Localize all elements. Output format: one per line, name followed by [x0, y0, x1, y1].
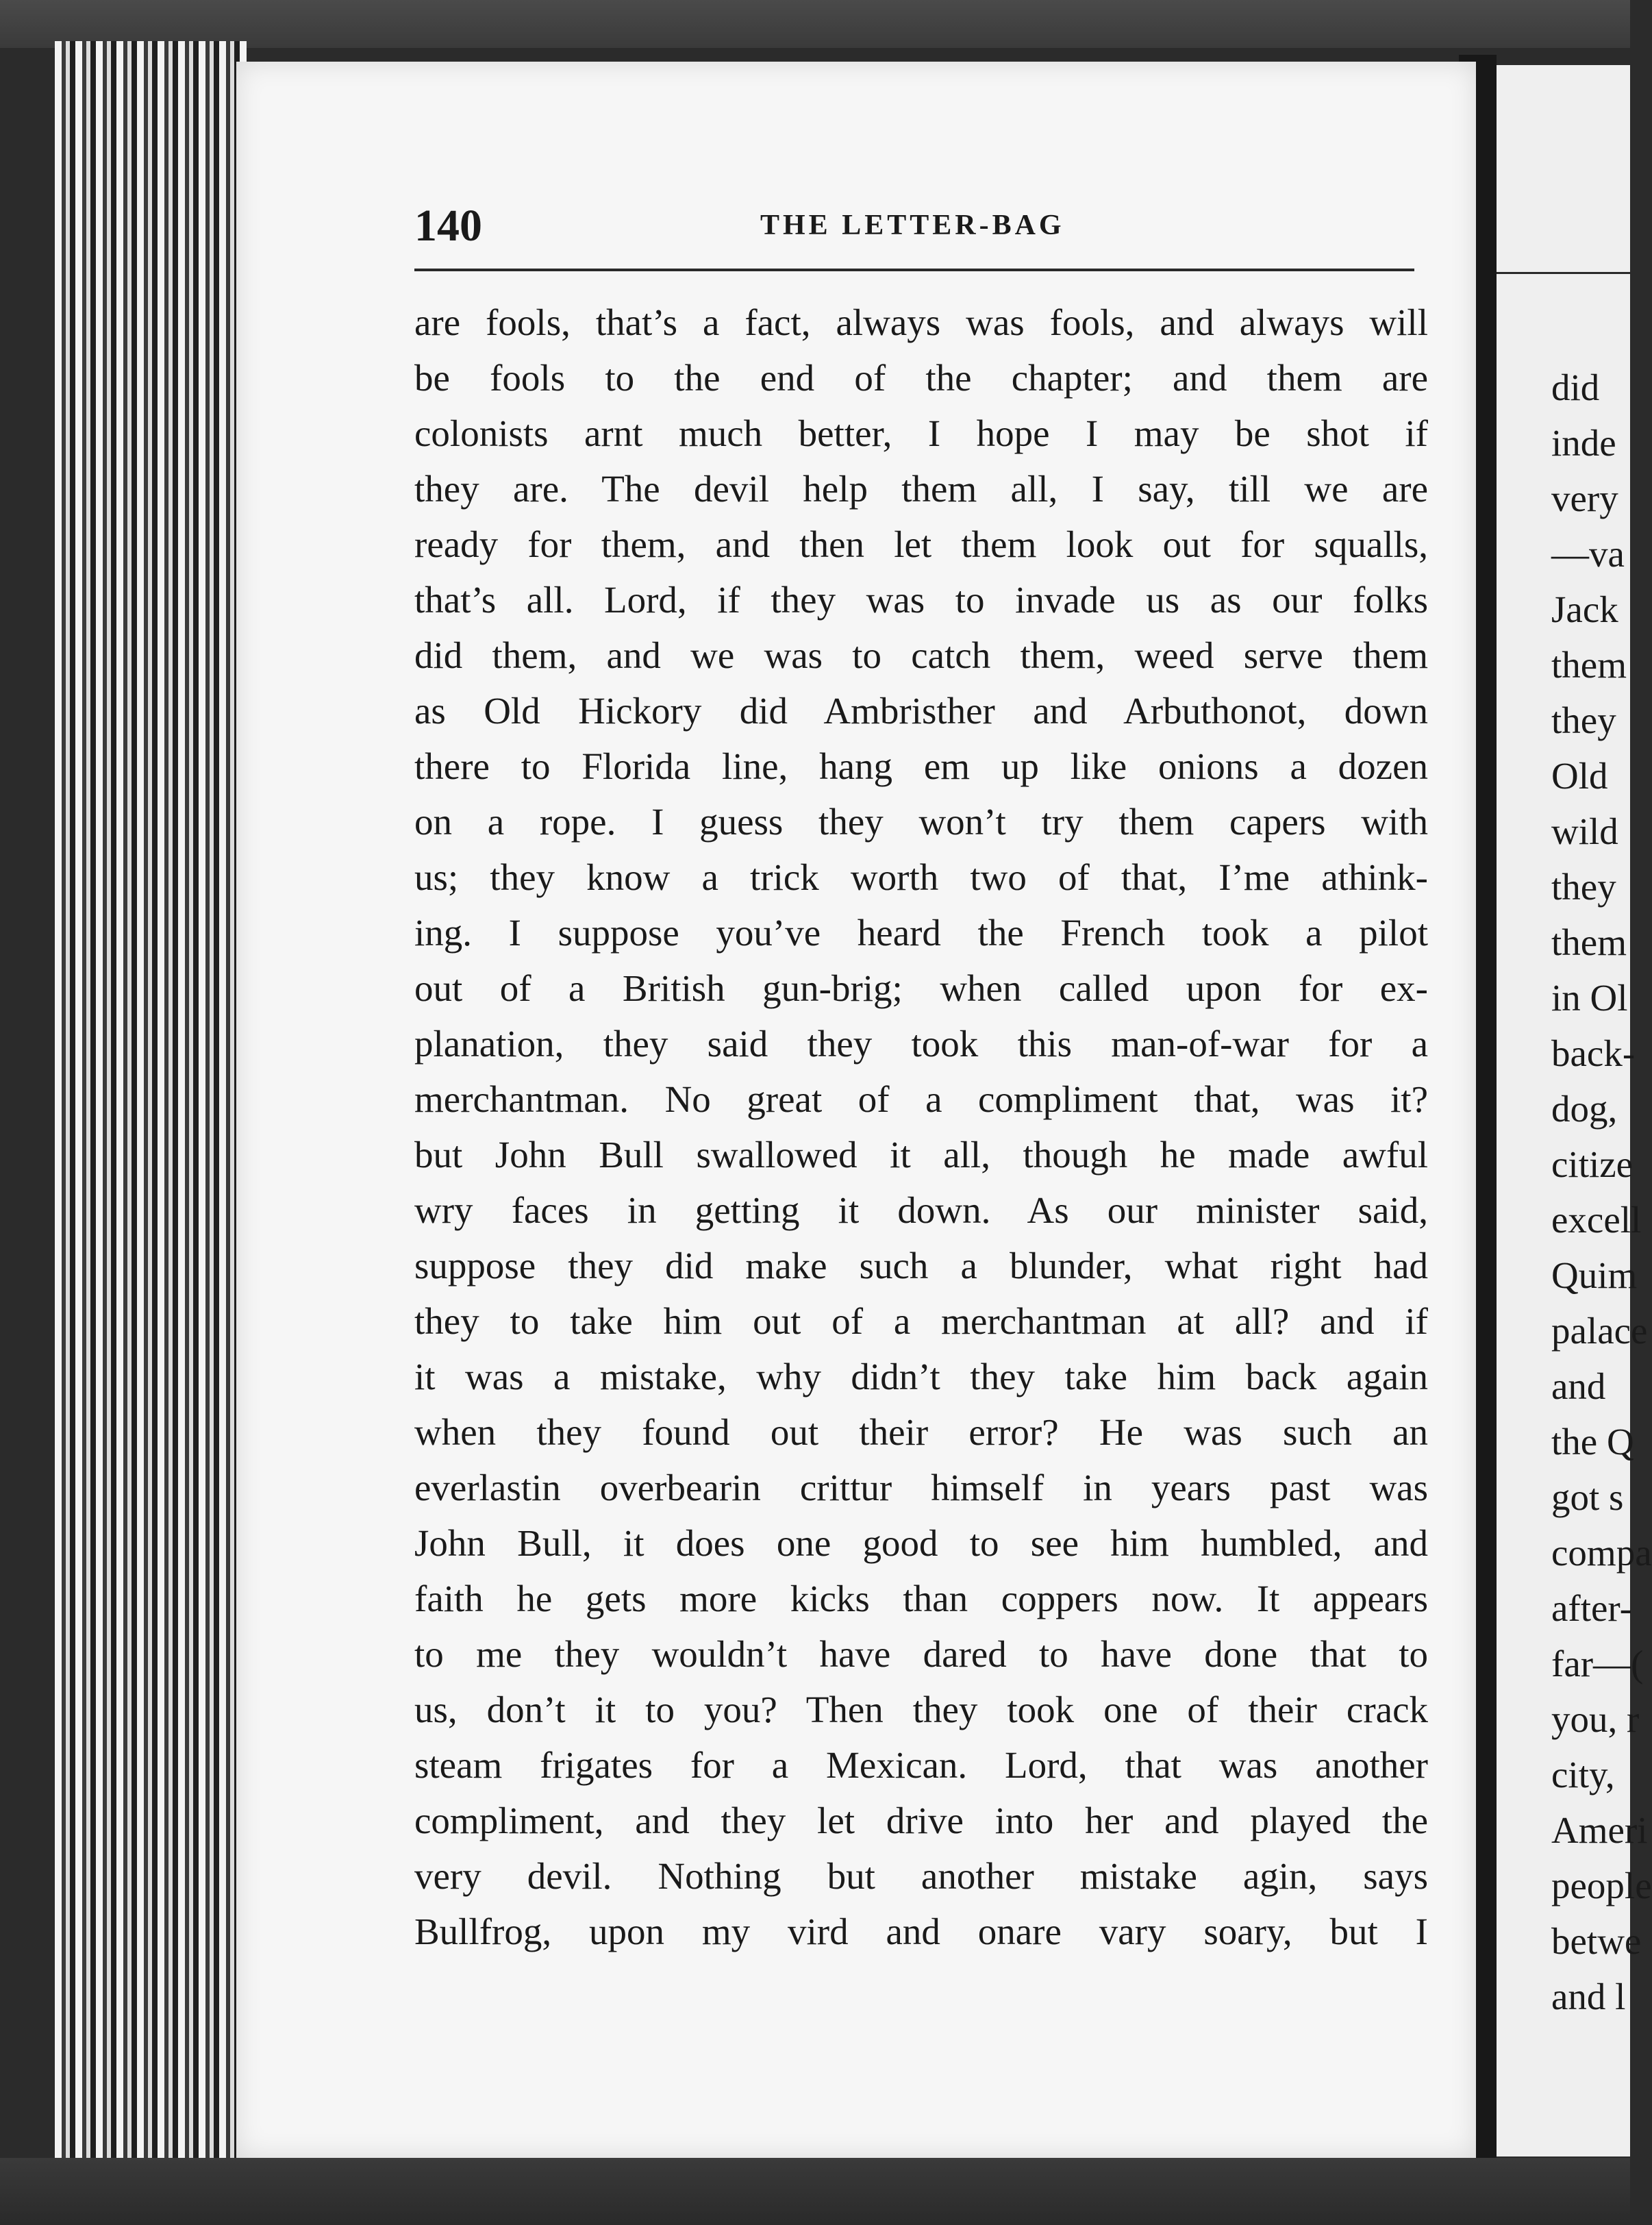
- text-line: ready for them, and then let them look out for squalls,: [414, 523, 1428, 565]
- text-line: but John Bull swallowed it all, though he made awful: [414, 1134, 1428, 1176]
- text-line: as Old Hickory did Ambristher and Arbuthonot, down: [414, 690, 1428, 732]
- text-line: very devil. Nothing but another mistake agin, says: [414, 1855, 1428, 1897]
- facing-page-text-fragment: betwe: [1551, 1920, 1642, 1962]
- body-text: [414, 295, 1428, 1959]
- facing-page-text-fragment: Ameri: [1551, 1809, 1648, 1851]
- text-line: us; they know a trick worth two of that, I’me athink-: [414, 856, 1428, 898]
- facing-page-text-fragment: back-: [1551, 1032, 1636, 1074]
- facing-page-text-fragment: very: [1551, 477, 1618, 519]
- facing-page-text-fragment: compa: [1551, 1532, 1652, 1574]
- facing-page-text-fragment: and: [1551, 1365, 1606, 1407]
- book-page-edges: [55, 41, 247, 2172]
- text-line: they to take him out of a merchantman at all? and if: [414, 1300, 1428, 1342]
- text-line: ing. I suppose you’ve heard the French took a pilot: [414, 912, 1428, 954]
- text-line: out of a British gun-brig; when called upon for ex-: [414, 967, 1428, 1009]
- facing-page-text-fragment: people: [1551, 1865, 1652, 1906]
- text-line: everlastin overbearin crittur himself in years past was: [414, 1467, 1428, 1508]
- text-line: steam frigates for a Mexican. Lord, that was another: [414, 1744, 1428, 1786]
- facing-page-text-fragment: Jack: [1551, 588, 1618, 630]
- facing-page-text: [1551, 360, 1652, 2024]
- facing-page-text-fragment: wild: [1551, 810, 1618, 852]
- facing-page-text-fragment: dog,: [1551, 1088, 1618, 1130]
- text-line: Bullfrog, upon my vird and onare vary soary, but I: [414, 1911, 1428, 1952]
- facing-page-text-fragment: them: [1551, 921, 1627, 963]
- text-line: it was a mistake, why didn’t they take him back again: [414, 1356, 1428, 1397]
- facing-page-text-fragment: you, r: [1551, 1698, 1640, 1740]
- text-line: on a rope. I guess they won’t try them capers with: [414, 801, 1428, 843]
- facing-page-text-fragment: after-: [1551, 1587, 1632, 1629]
- text-line: there to Florida line, hang em up like onions a dozen: [414, 745, 1428, 787]
- facing-page-text-fragment: them: [1551, 644, 1627, 686]
- text-line: that’s all. Lord, if they was to invade us as our folks: [414, 579, 1428, 621]
- text-line: are fools, that’s a fact, always was fools, and always will: [414, 301, 1428, 343]
- text-line: John Bull, it does one good to see him humbled, and: [414, 1522, 1428, 1564]
- running-head: THE LETTER-BAG: [760, 210, 1065, 241]
- facing-page-text-fragment: Old: [1551, 755, 1608, 797]
- facing-page-text-fragment: in Ol: [1551, 977, 1628, 1019]
- facing-page: [1497, 65, 1652, 2156]
- facing-page-header-rule: [1497, 272, 1630, 274]
- text-line: when they found out their error? He was such an: [414, 1411, 1428, 1453]
- text-line: us, don’t it to you? Then they took one of their crack: [414, 1689, 1428, 1730]
- facing-page-text-fragment: they: [1551, 699, 1616, 741]
- facing-page-text-fragment: they: [1551, 866, 1616, 908]
- text-line: wry faces in getting it down. As our minister said,: [414, 1189, 1428, 1231]
- text-line: suppose they did make such a blunder, what right had: [414, 1245, 1428, 1286]
- facing-page-text-fragment: far—(: [1551, 1643, 1644, 1685]
- facing-page-text-fragment: palace: [1551, 1310, 1648, 1352]
- facing-page-text-fragment: the Q: [1551, 1421, 1634, 1463]
- facing-page-text-fragment: —va: [1551, 533, 1625, 575]
- facing-page-text-fragment: got s: [1551, 1476, 1624, 1518]
- facing-page-text-fragment: city,: [1551, 1754, 1615, 1795]
- facing-page-text-fragment: did: [1551, 366, 1600, 408]
- text-line: planation, they said they took this man-of-war for a: [414, 1023, 1428, 1065]
- scan-background-bottom: [0, 2158, 1630, 2225]
- facing-page-text-fragment: and l: [1551, 1976, 1626, 2017]
- text-line: merchantman. No great of a compliment that, was it?: [414, 1078, 1428, 1120]
- page-number: 140: [414, 201, 482, 251]
- text-line: be fools to the end of the chapter; and them are: [414, 357, 1428, 399]
- header-rule: [414, 269, 1414, 271]
- facing-page-text-fragment: citize: [1551, 1143, 1634, 1185]
- text-line: to me they wouldn’t have dared to have done that to: [414, 1633, 1428, 1675]
- facing-page-text-fragment: inde: [1551, 422, 1616, 464]
- facing-page-text-fragment: Quim: [1551, 1254, 1638, 1296]
- facing-page-text-fragment: excell: [1551, 1199, 1642, 1241]
- text-line: did them, and we was to catch them, weed serve them: [414, 634, 1428, 676]
- text-line: faith he gets more kicks than coppers now. It appears: [414, 1578, 1428, 1619]
- text-line: compliment, and they let drive into her and played the: [414, 1800, 1428, 1841]
- text-line: they are. The devil help them all, I say, till we are: [414, 468, 1428, 510]
- text-line: colonists arnt much better, I hope I may be shot if: [414, 412, 1428, 454]
